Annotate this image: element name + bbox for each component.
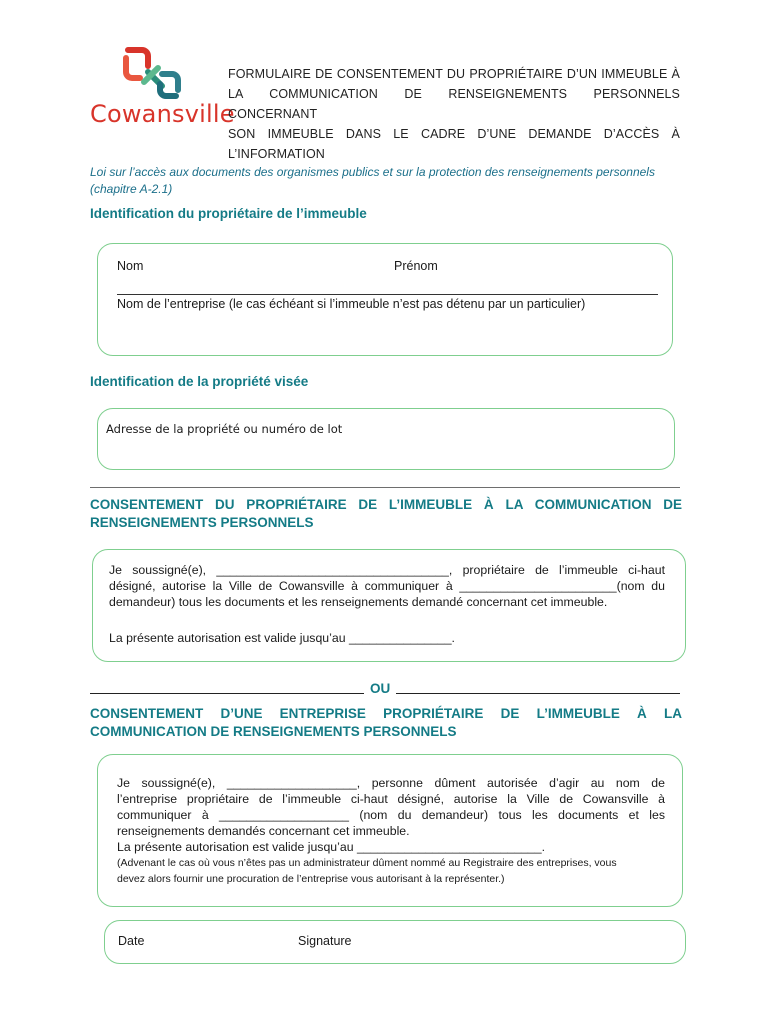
entreprise-label: Nom de l’entreprise (le cas échéant si l’immeuble n’est pas détenu par un particulier) bbox=[117, 297, 586, 311]
owner-section-heading: Identification du propriétaire de l’immeuble bbox=[90, 206, 367, 221]
prenom-label: Prénom bbox=[394, 259, 438, 273]
consent-line: Je soussigné(e), ___________________, personne dûment autorisée d’agir au nom de bbox=[117, 776, 665, 790]
heading-line: COMMUNICATION DE RENSEIGNEMENTS PERSONNELS bbox=[90, 724, 457, 739]
logo-wordmark: Cowansville bbox=[90, 100, 235, 128]
cowansville-logo bbox=[88, 44, 235, 134]
owner-consent-heading bbox=[90, 496, 682, 532]
company-consent-validity: La présente autorisation est valide jusqu’au ___________________________. bbox=[117, 840, 546, 854]
form-title bbox=[228, 64, 680, 164]
ou-right-line bbox=[396, 693, 680, 694]
ou-separator: OU bbox=[370, 681, 391, 696]
signature-box bbox=[104, 920, 686, 964]
law-reference: Loi sur l’accès aux documents des organismes publics et sur la protection des renseignements personnels (chapitre A-2.1) bbox=[90, 165, 655, 196]
title-line: FORMULAIRE DE CONSENTEMENT DU PROPRIÉTAIRE D’UN IMMEUBLE À bbox=[228, 67, 680, 81]
nom-label: Nom bbox=[117, 259, 144, 273]
title-line: LA COMMUNICATION DE RENSEIGNEMENTS PERSONNELS CONCERNANT bbox=[228, 87, 680, 121]
company-consent-note: devez alors fournir une procuration de l’entreprise vous autorisant à la représenter.) bbox=[117, 873, 505, 885]
consent-line: désigné, autorise la Ville de Cowansville à communiquer à _______________________(nom du bbox=[109, 579, 665, 593]
heading-line: CONSENTEMENT D’UNE ENTREPRISE PROPRIÉTAIRE DE L’IMMEUBLE À LA bbox=[90, 706, 682, 721]
heading-line: RENSEIGNEMENTS PERSONNELS bbox=[90, 515, 314, 530]
consent-line: renseignements demandés concernant cet immeuble. bbox=[117, 824, 410, 838]
property-address-box[interactable] bbox=[97, 408, 675, 470]
owner-consent-validity: La présente autorisation est valide jusqu’au _______________. bbox=[109, 631, 455, 645]
cowansville-emblem-icon bbox=[118, 44, 198, 102]
date-label: Date bbox=[118, 934, 145, 948]
owner-identification-box bbox=[97, 243, 673, 356]
ou-left-line bbox=[90, 693, 364, 694]
signature-label: Signature bbox=[298, 934, 352, 948]
owner-consent-box bbox=[92, 549, 686, 662]
company-consent-note: (Advenant le cas où vous n’êtes pas un administrateur dûment nommé au Registraire des entreprises, vous bbox=[117, 857, 617, 869]
company-consent-heading bbox=[90, 705, 682, 741]
section-divider bbox=[90, 487, 680, 488]
company-consent-text bbox=[117, 775, 665, 887]
heading-line: CONSENTEMENT DU PROPRIÉTAIRE DE L’IMMEUBLE À LA COMMUNICATION DE bbox=[90, 497, 682, 512]
address-label: Adresse de la propriété ou numéro de lot bbox=[106, 422, 343, 436]
company-consent-box bbox=[97, 754, 683, 907]
property-section-heading: Identification de la propriété visée bbox=[90, 374, 309, 389]
owner-consent-text bbox=[109, 562, 665, 610]
title-line: L’INFORMATION bbox=[228, 147, 325, 161]
name-input-line[interactable] bbox=[117, 294, 658, 295]
consent-line: l’entreprise propriétaire de l’immeuble ci-haut désigné, autorise la Ville de Cowansville à bbox=[117, 792, 665, 806]
consent-line: communiquer à ___________________ (nom du demandeur) tous les documents et les bbox=[117, 808, 665, 822]
consent-line: Je soussigné(e), __________________________________, propriétaire de l’immeuble ci-haut bbox=[109, 563, 665, 577]
consent-line: demandeur) tous les documents et les renseignements demandé concernant cet immeuble. bbox=[109, 595, 608, 609]
title-line: SON IMMEUBLE DANS LE CADRE D’UNE DEMANDE D’ACCÈS À bbox=[228, 127, 680, 141]
